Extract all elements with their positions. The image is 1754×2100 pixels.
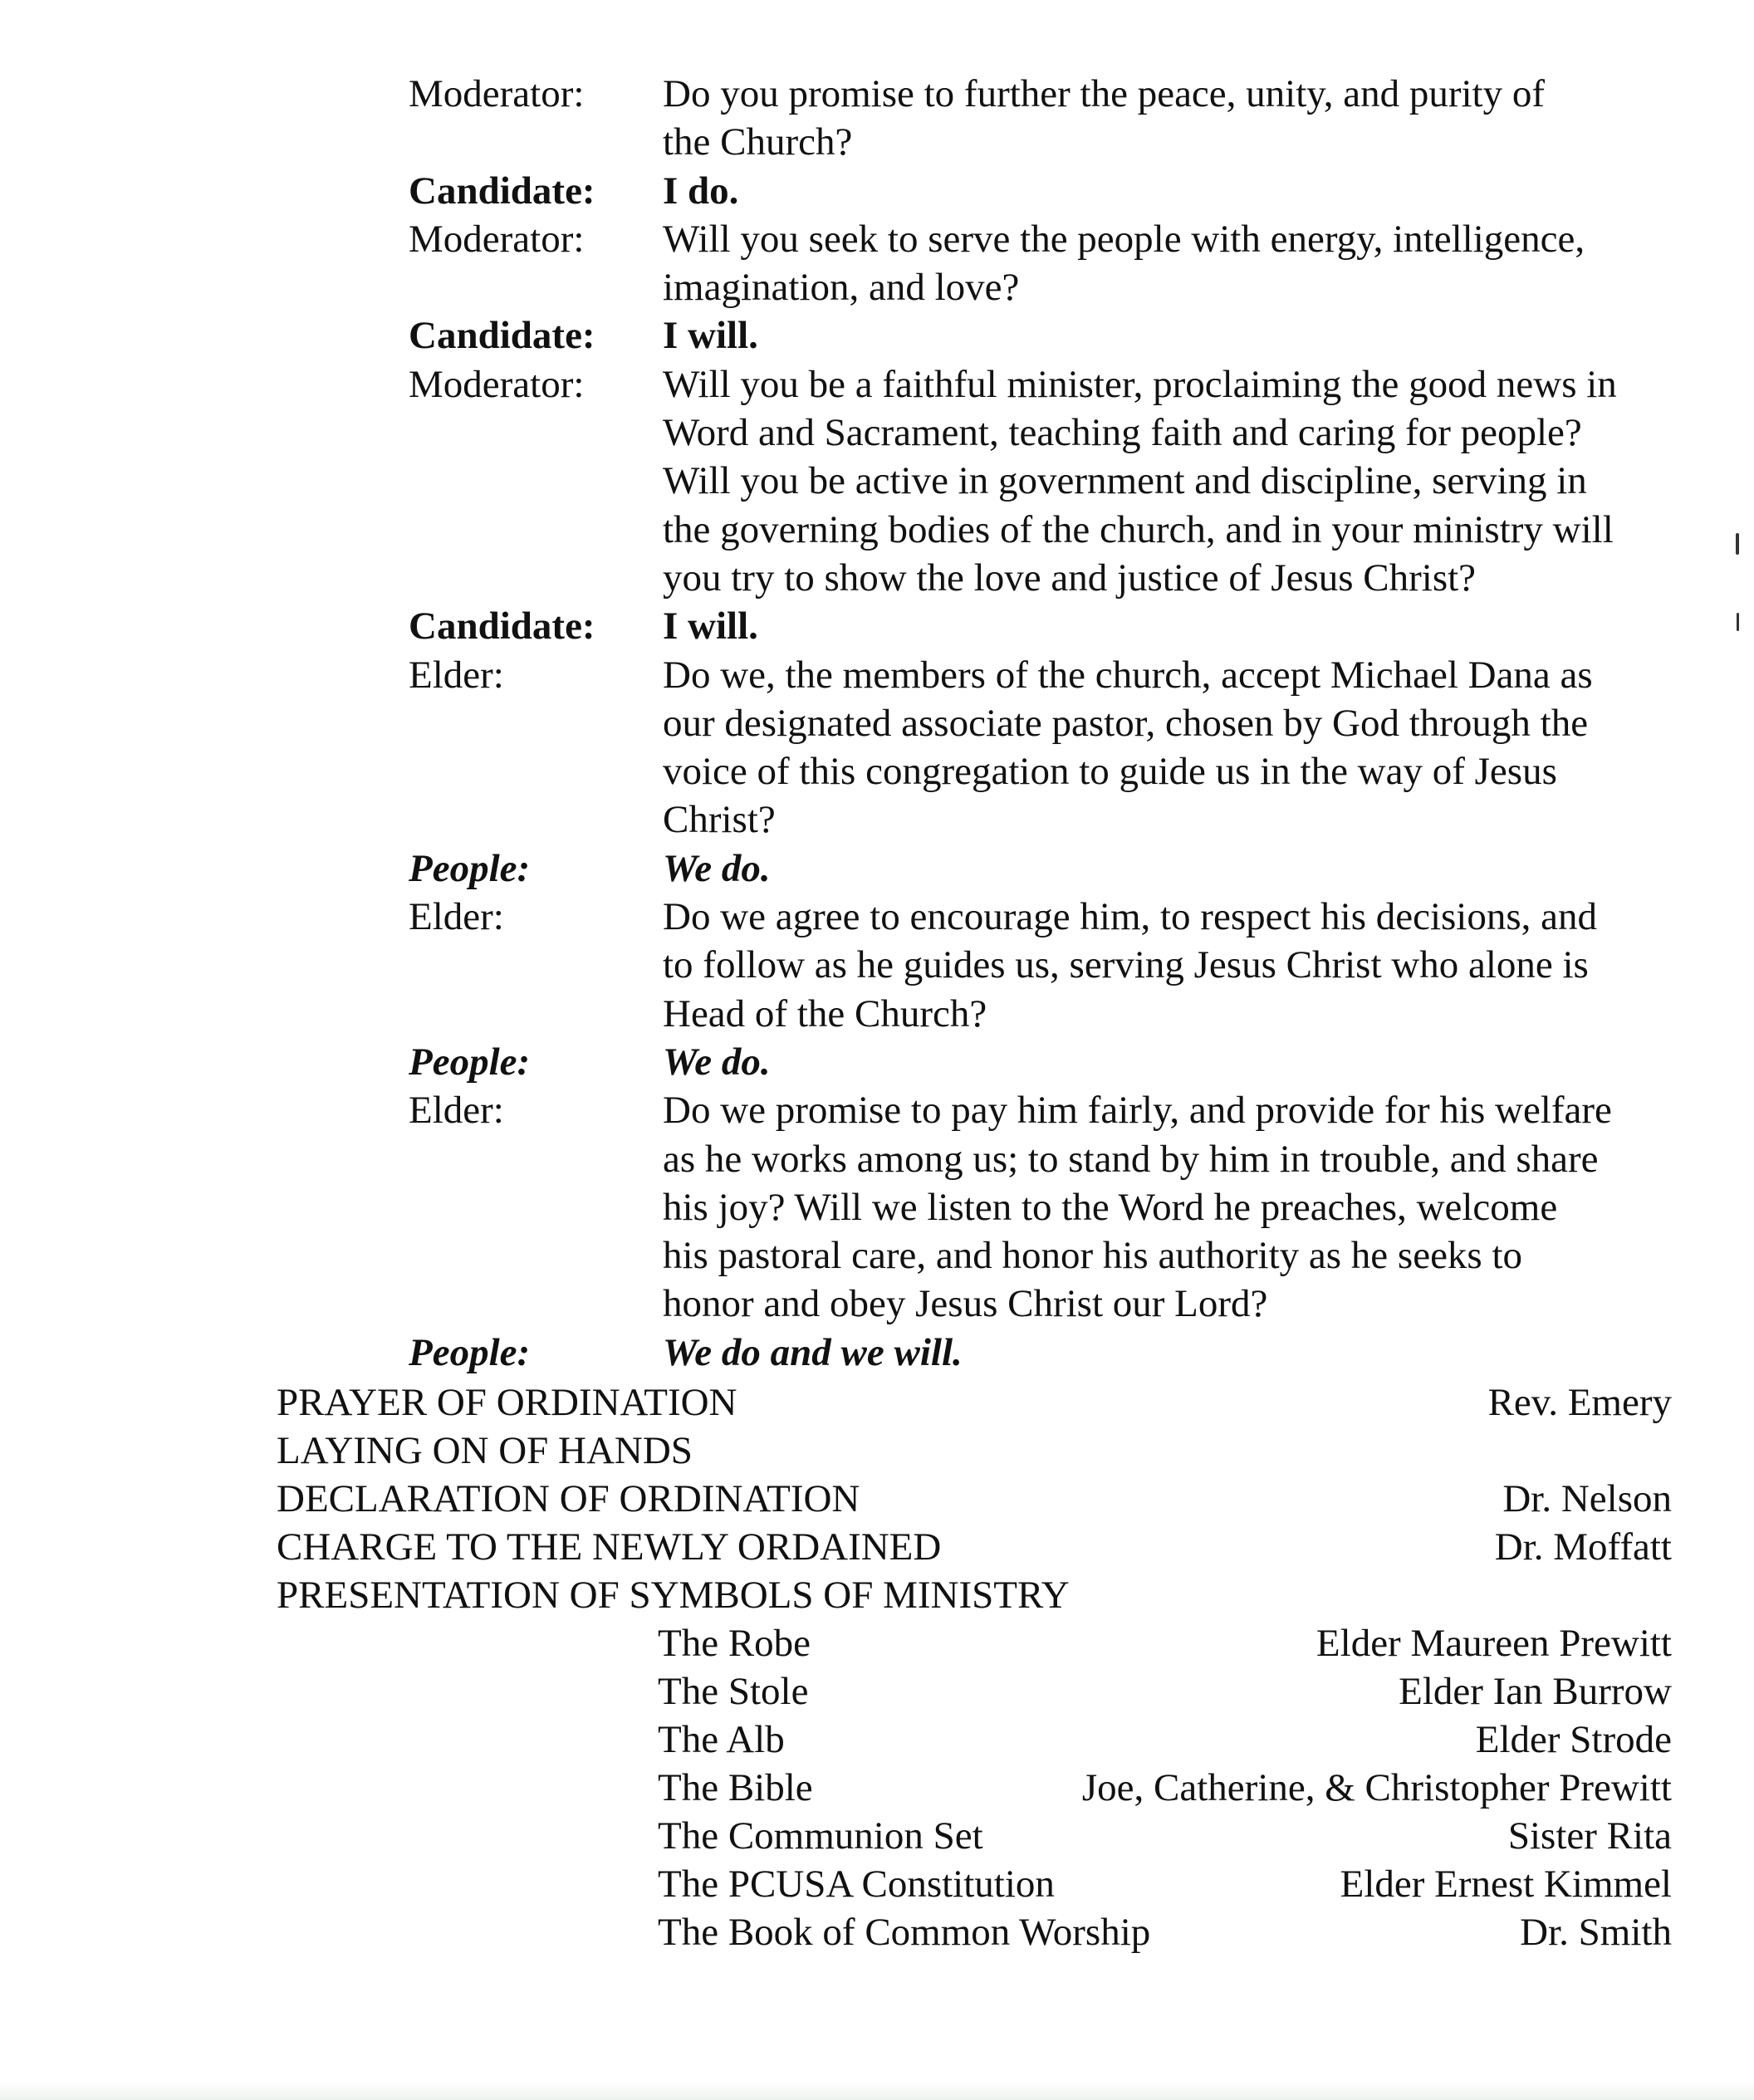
symbol-presenter: Elder Ian Burrow bbox=[1399, 1670, 1672, 1713]
litany-entry bbox=[409, 651, 1688, 844]
symbol-item bbox=[658, 1860, 1672, 1908]
symbol-item bbox=[658, 1764, 1672, 1812]
response-text: I do. bbox=[663, 169, 739, 213]
scan-speck bbox=[1737, 613, 1739, 631]
response-text: I will. bbox=[663, 605, 758, 649]
symbol-name: The Alb bbox=[658, 1718, 785, 1761]
litany-entry bbox=[409, 893, 1688, 1038]
litany-entry bbox=[409, 1038, 1688, 1086]
speaker-label: Moderator: bbox=[409, 217, 585, 261]
service-item-leader: Rev. Emery bbox=[1487, 1381, 1672, 1424]
speaker-label: Moderator: bbox=[409, 362, 585, 406]
service-item bbox=[277, 1427, 1672, 1475]
symbol-presenter: Sister Rita bbox=[1507, 1814, 1672, 1858]
service-item-title: LAYING ON OF HANDS bbox=[277, 1429, 693, 1472]
symbol-name: The Book of Common Worship bbox=[658, 1911, 1151, 1954]
litany-entry bbox=[409, 311, 1688, 360]
speaker-label: Elder: bbox=[409, 895, 504, 939]
litany-entry bbox=[409, 215, 1688, 312]
litany-entry bbox=[409, 70, 1688, 167]
litany-entry bbox=[409, 167, 1688, 215]
litany-entry bbox=[409, 360, 1688, 602]
symbol-name: The Communion Set bbox=[658, 1814, 983, 1858]
litany-entry bbox=[409, 1329, 1688, 1377]
service-item-title: PRESENTATION OF SYMBOLS OF MINISTRY bbox=[277, 1574, 1070, 1617]
symbol-presenter: Joe, Catherine, & Christopher Prewitt bbox=[1081, 1766, 1672, 1809]
symbol-item bbox=[658, 1908, 1672, 1956]
speech-text: Do we agree to encourage him, to respect his decisions, and to follow as he guides us, serving Jesus Christ who alone is Head of the Church? bbox=[663, 895, 1598, 1035]
speaker-label: People: bbox=[409, 1330, 531, 1374]
speaker-label: Elder: bbox=[409, 1089, 504, 1133]
speech-text: Do we, the members of the church, accept Michael Dana as our designated associate pastor, chosen by God through the voice of this congregation to guide us in the way of Jesus Christ? bbox=[663, 653, 1593, 842]
response-text: I will. bbox=[663, 314, 758, 358]
symbol-item bbox=[658, 1716, 1672, 1764]
order-of-service bbox=[277, 1378, 1672, 1956]
response-text: We do. bbox=[663, 1040, 771, 1084]
scan-speck bbox=[1736, 533, 1739, 555]
ordination-litany bbox=[409, 70, 1688, 1377]
speaker-label: Candidate: bbox=[409, 605, 595, 649]
response-text: We do and we will. bbox=[663, 1330, 963, 1374]
speaker-label: Moderator: bbox=[409, 72, 585, 115]
service-item-title: CHARGE TO THE NEWLY ORDAINED bbox=[277, 1525, 942, 1569]
symbols-of-ministry-list bbox=[658, 1619, 1672, 1956]
speaker-label: People: bbox=[409, 846, 531, 890]
service-item-title: DECLARATION OF ORDINATION bbox=[277, 1477, 860, 1520]
response-text: We do. bbox=[663, 846, 771, 890]
speech-text: Do you promise to further the peace, unity, and purity of the Church? bbox=[663, 72, 1545, 164]
service-item-leader: Dr. Nelson bbox=[1502, 1477, 1672, 1520]
litany-entry bbox=[409, 602, 1688, 650]
symbol-name: The Robe bbox=[658, 1622, 811, 1665]
symbol-presenter: Dr. Smith bbox=[1520, 1911, 1672, 1954]
speaker-label: People: bbox=[409, 1040, 531, 1084]
litany-entry bbox=[409, 844, 1688, 893]
symbol-presenter: Elder Ernest Kimmel bbox=[1340, 1863, 1672, 1906]
page-bottom-edge bbox=[0, 2082, 1754, 2100]
service-item bbox=[277, 1475, 1672, 1523]
service-item bbox=[277, 1523, 1672, 1571]
service-item bbox=[277, 1571, 1672, 1619]
speaker-label: Candidate: bbox=[409, 314, 595, 358]
symbol-name: The Bible bbox=[658, 1766, 813, 1809]
service-item bbox=[277, 1378, 1672, 1427]
symbol-presenter: Elder Maureen Prewitt bbox=[1316, 1622, 1672, 1665]
speech-text: Do we promise to pay him fairly, and provide for his welfare as he works among us; to stand by him in trouble, and share his joy? Will we listen to the Word he preaches, welcome his pastoral care, and honor his authority as he seeks to honor and obey Jesus Christ our Lord? bbox=[663, 1089, 1612, 1326]
symbol-item bbox=[658, 1619, 1672, 1667]
speech-text: Will you be a faithful minister, proclaiming the good news in Word and Sacrament, teaching faith and caring for people? Will you be active in government and discipline, serving in the governing bodies of the church, and in your ministry will you try to show the love and justice of Jesus Christ? bbox=[663, 362, 1617, 600]
symbol-name: The PCUSA Constitution bbox=[658, 1863, 1055, 1906]
speech-text: Will you seek to serve the people with energy, intelligence, imagination, and love? bbox=[663, 217, 1585, 310]
symbol-item bbox=[658, 1667, 1672, 1716]
symbol-name: The Stole bbox=[658, 1670, 809, 1713]
speaker-label: Elder: bbox=[409, 653, 504, 697]
symbol-presenter: Elder Strode bbox=[1475, 1718, 1672, 1761]
service-item-title: PRAYER OF ORDINATION bbox=[277, 1381, 737, 1424]
service-item-leader: Dr. Moffatt bbox=[1494, 1525, 1672, 1569]
speaker-label: Candidate: bbox=[409, 169, 595, 213]
litany-entry bbox=[409, 1086, 1688, 1328]
symbol-item bbox=[658, 1812, 1672, 1860]
